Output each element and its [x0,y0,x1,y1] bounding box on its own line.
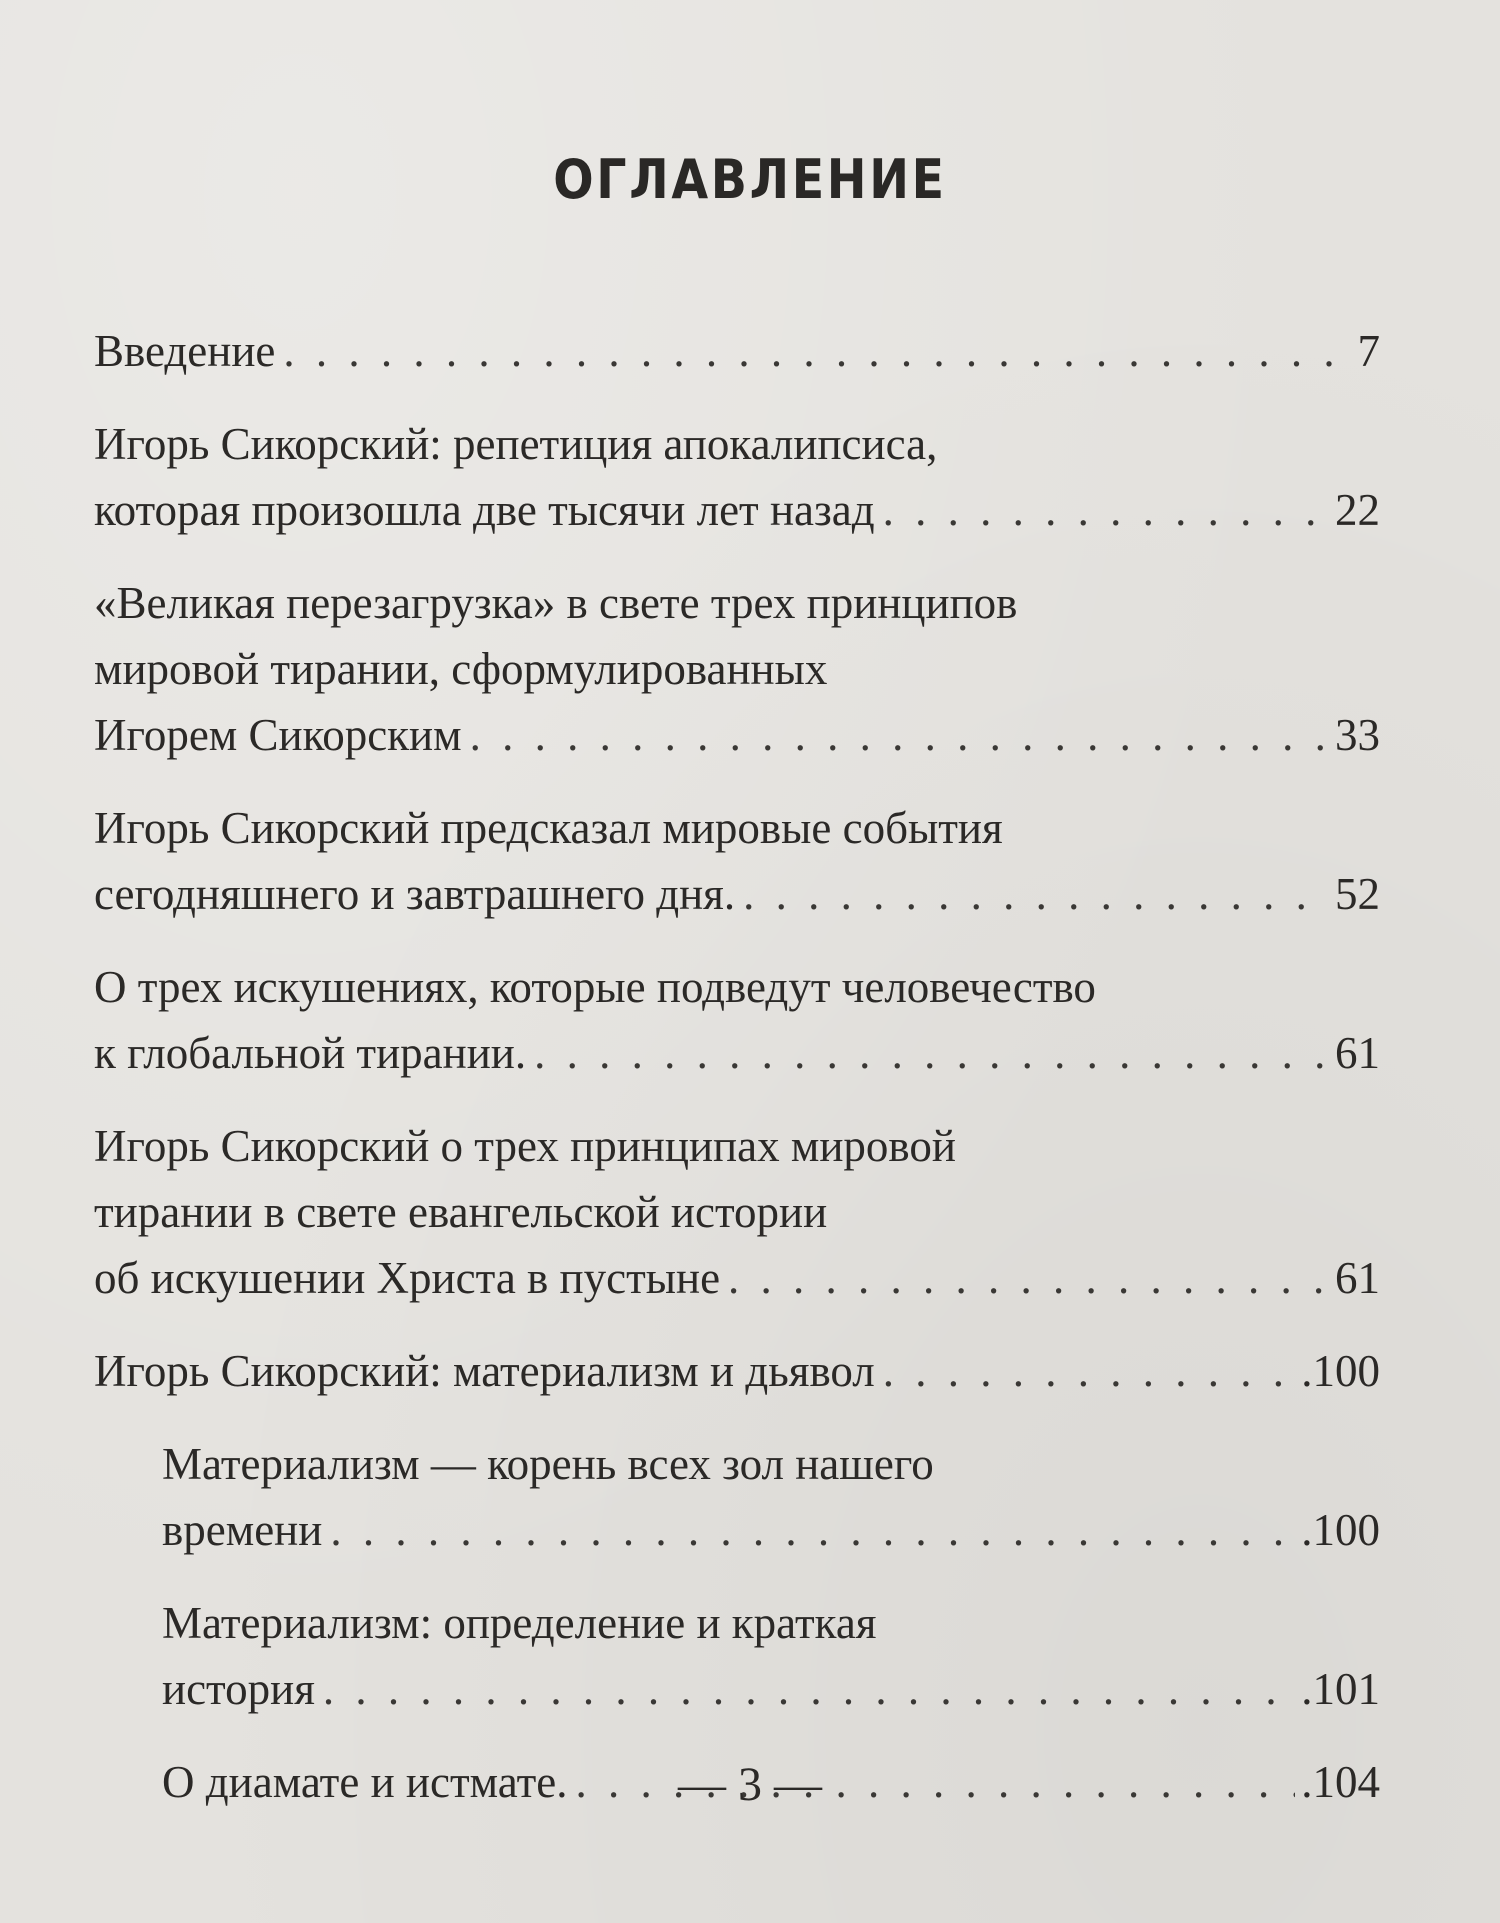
toc-page-number: .100 [1301,1346,1380,1396]
dot-leader [728,1245,1329,1311]
toc-entry-line [94,636,1380,702]
dot-leader [883,477,1329,543]
toc-entry-line [162,1497,1380,1563]
toc-entry-title: Игорь Сикорский: репетиция апокалипсиса, [94,419,938,469]
toc-entry-line [94,1245,1380,1311]
toc-page-number: .100 [1301,1505,1380,1555]
toc-entry-line [94,954,1380,1020]
toc-page-number: 61 [1335,1253,1380,1303]
toc-entry-title: тирании в свете евангельской истории [94,1187,828,1237]
toc-page-number: .101 [1301,1664,1380,1714]
toc-entry-title: история [162,1664,315,1714]
toc-entry [94,1338,1380,1404]
toc-entry-title: Материализм — корень всех зол нашего [162,1439,934,1489]
toc-entry [94,795,1380,927]
toc-entry-title: О трех искушениях, которые подведут человечество [94,962,1096,1012]
toc-entry-title: Введение [94,326,276,376]
toc-page-number: 22 [1335,485,1380,535]
dot-leader [470,702,1329,768]
toc-entry-title: которая произошла две тысячи лет назад [94,485,875,535]
toc-entry-line [94,318,1380,384]
toc-entry-title: Игорь Сикорский предсказал мировые события [94,803,1003,853]
toc-entry [94,411,1380,543]
toc-subentry [162,1590,1380,1722]
toc-page-number: .104 [1301,1757,1380,1807]
toc-page-number: 61 [1335,1028,1380,1078]
toc-entry-line [94,1113,1380,1179]
toc-page-number: 7 [1357,326,1380,376]
toc-entry-line [162,1590,1380,1656]
toc-entry-title: времени [162,1505,323,1555]
toc-entry-line [94,570,1380,636]
toc-entry-title: О диамате и истмате. [162,1757,568,1807]
toc-entry [94,1113,1380,1311]
dot-leader [283,318,1351,384]
toc-entry-line [94,411,1380,477]
toc-entry-title: «Великая перезагрузка» в свете трех принципов [94,578,1018,628]
toc-page-number: 33 [1335,710,1380,760]
toc-entry-line [94,861,1380,927]
toc-page-number: 52 [1335,869,1380,919]
dot-leader [883,1338,1295,1404]
dot-leader [323,1656,1295,1722]
toc-entry-line [94,477,1380,543]
dot-leader [330,1497,1295,1563]
toc-entry-title: Игорем Сикорским [94,710,462,760]
page-number: — 3 — [678,1758,822,1811]
toc-entry [94,570,1380,768]
toc-entry-title: к глобальной тирании. [94,1028,527,1078]
toc-entry-title: мировой тирании, сформулированных [94,644,828,694]
toc-entry-title: Игорь Сикорский: материализм и дьявол [94,1346,875,1396]
page-title: ОГЛАВЛЕНИЕ [553,148,947,211]
toc-entry-title: Игорь Сикорский о трех принципах мировой [94,1121,956,1171]
toc-entry [94,318,1380,384]
dot-leader [743,861,1329,927]
table-of-contents [94,318,1380,1842]
toc-subentry [162,1431,1380,1563]
toc-entry-title: сегодняшнего и завтрашнего дня. [94,869,736,919]
toc-entry-title: Материализм: определение и краткая [162,1598,877,1648]
toc-entry-line [94,702,1380,768]
toc-entry [94,954,1380,1086]
toc-entry-line [94,1338,1380,1404]
dot-leader [534,1020,1329,1086]
toc-entry-title: об искушении Христа в пустыне [94,1253,721,1303]
toc-entry-line [94,1179,1380,1245]
toc-entry-line [94,1020,1380,1086]
toc-entry-line [94,795,1380,861]
toc-entry-line [162,1431,1380,1497]
toc-entry-line [162,1656,1380,1722]
